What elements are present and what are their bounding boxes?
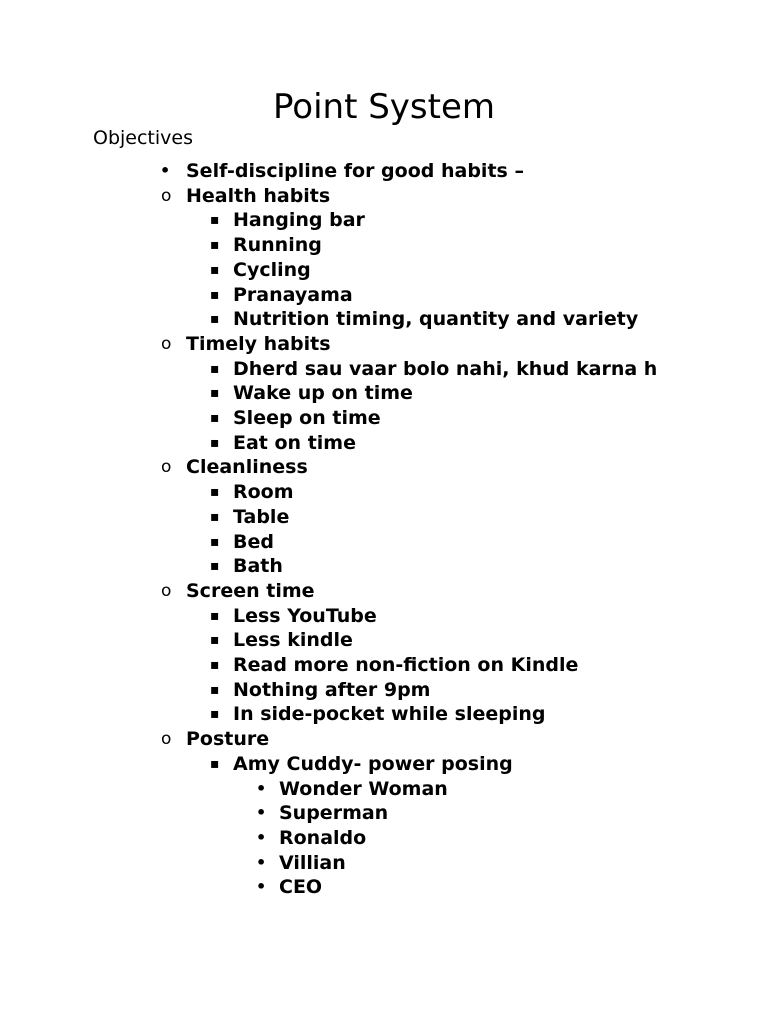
list-item-level-4 [0,875,768,900]
section-heading-objectives: Objectives [93,127,193,149]
square-bullet-icon: ▪ [210,533,220,550]
list-item-text: Read more non-fiction on Kindle [233,654,579,677]
list-item-text: Nothing after 9pm [233,678,431,701]
list-item-level-3 [0,283,768,308]
list-item-text: Wonder Woman [279,777,448,800]
list-item-text: Bed [233,530,274,553]
square-bullet-icon: ▪ [210,237,220,254]
list-item-level-2 [0,455,768,480]
list-item-text: Cleanliness [186,456,308,479]
disc-bullet-icon: • [160,161,171,180]
page-title: Point System [272,87,495,127]
square-bullet-icon: ▪ [210,558,220,575]
square-bullet-icon: ▪ [210,311,220,328]
list-item-level-2 [0,579,768,604]
list-item-level-3 [0,752,768,777]
list-item-level-3 [0,530,768,555]
list-item-level-2 [0,184,768,209]
square-bullet-icon: ▪ [210,434,220,451]
list-item-level-3 [0,505,768,530]
square-bullet-icon: ▪ [210,385,220,402]
square-bullet-icon: ▪ [210,681,220,698]
list-item-text: Eat on time [233,431,356,454]
list-item-level-4 [0,801,768,826]
disc-bullet-icon: • [256,827,267,847]
circle-bullet-icon: o [161,729,172,750]
list-item-text: Superman [279,802,389,825]
objectives-outline [0,159,768,900]
circle-bullet-icon: o [161,580,172,601]
list-item-text: Screen time [186,579,315,602]
circle-bullet-icon: o [161,457,172,478]
list-item-level-3 [0,431,768,456]
disc-bullet-icon: • [256,778,267,798]
list-item-text: Hanging bar [233,209,365,232]
list-item-text: Pranayama [233,283,353,306]
list-item-text: Amy Cuddy- power posing [233,752,513,775]
list-item-text: Posture [186,728,270,751]
list-item-text: In side-pocket while sleeping [233,703,546,726]
square-bullet-icon: ▪ [210,607,220,624]
square-bullet-icon: ▪ [210,212,220,229]
list-item-level-3 [0,406,768,431]
disc-bullet-icon: • [256,877,267,897]
square-bullet-icon: ▪ [210,360,220,377]
list-item-level-3 [0,258,768,283]
list-item-text: Villian [279,851,346,874]
disc-bullet-icon: • [256,852,267,872]
square-bullet-icon: ▪ [210,261,220,278]
list-item-text: Bath [233,555,283,578]
list-item-text: CEO [279,876,323,899]
list-item-level-3 [0,628,768,653]
square-bullet-icon: ▪ [210,657,220,674]
square-bullet-icon: ▪ [210,755,220,772]
list-item-text: Health habits [186,184,331,207]
square-bullet-icon: ▪ [210,632,220,649]
list-item-level-3 [0,381,768,406]
list-item-text: Running [233,234,322,257]
list-item-text: Less YouTube [233,604,377,627]
list-item-level-3 [0,702,768,727]
square-bullet-icon: ▪ [210,706,220,723]
circle-bullet-icon: o [161,333,172,354]
list-item-level-3 [0,554,768,579]
list-item-text: Less kindle [233,629,353,652]
list-item-level-3 [0,233,768,258]
list-item-text: Cycling [233,258,311,281]
list-item-level-4 [0,826,768,851]
list-item-text: Ronaldo [279,826,367,849]
list-item-level-3 [0,208,768,233]
square-bullet-icon: ▪ [210,286,220,303]
list-item-text: Sleep on time [233,407,381,430]
list-item-level-4 [0,851,768,876]
disc-bullet-icon: • [256,803,267,823]
list-item-text: Dherd sau vaar bolo nahi, khud karna h [233,357,658,380]
list-item-text: Nutrition timing, quantity and variety [233,308,639,331]
list-item-level-2 [0,727,768,752]
circle-bullet-icon: o [161,185,172,206]
list-item-level-4 [0,777,768,802]
list-item-text: Timely habits [186,332,331,355]
list-item-level-3 [0,653,768,678]
square-bullet-icon: ▪ [210,484,220,501]
square-bullet-icon: ▪ [210,410,220,427]
square-bullet-icon: ▪ [210,508,220,525]
list-item-text: Wake up on time [233,382,413,405]
list-item-text: Table [233,505,290,528]
list-item-level-1 [0,159,768,184]
list-item-text: Room [233,481,294,504]
list-item-level-3 [0,357,768,382]
list-item-level-3 [0,480,768,505]
list-item-level-3 [0,604,768,629]
list-item-text: Self-discipline for good habits – [186,160,524,182]
list-item-level-3 [0,678,768,703]
list-item-level-3 [0,307,768,332]
list-item-level-2 [0,332,768,357]
